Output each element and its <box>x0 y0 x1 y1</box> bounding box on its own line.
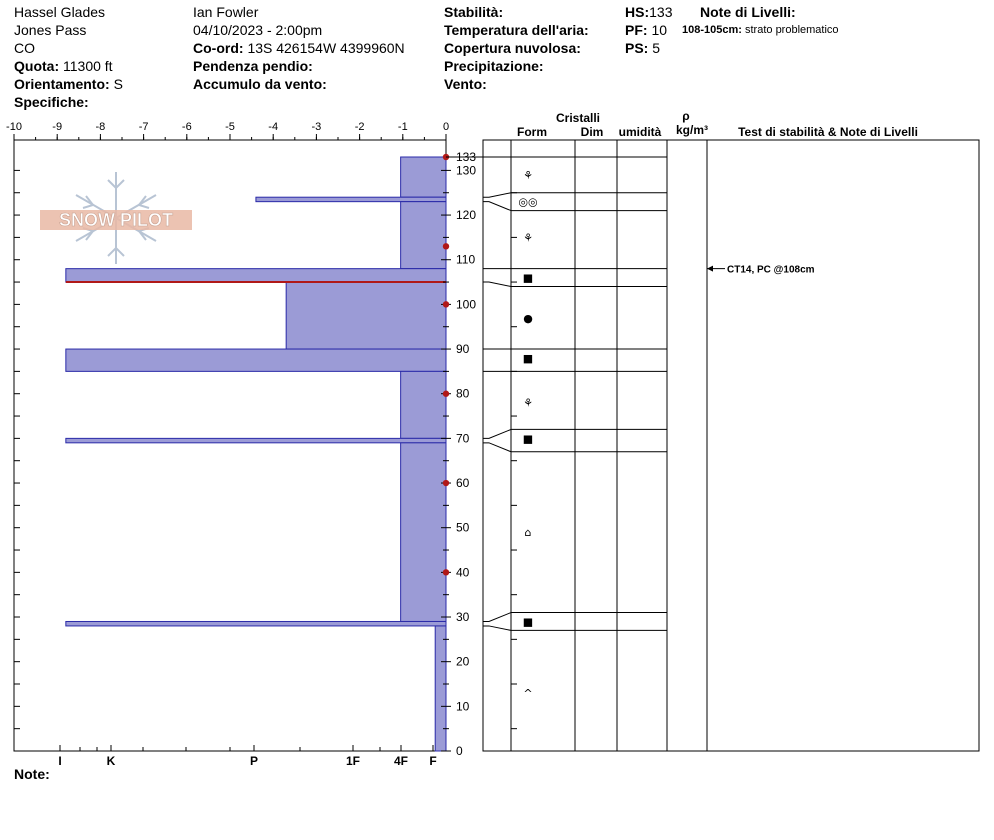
cloud-cover-label: Copertura nuvolosa: <box>444 40 581 56</box>
aspect-value: S <box>113 76 123 92</box>
hardness-layer <box>401 371 446 438</box>
height-tick-label: 80 <box>456 386 470 401</box>
temp-tick-label: -7 <box>138 121 149 133</box>
moisture-header: umidità <box>618 125 662 139</box>
precip-label: Precipitazione: <box>444 58 544 74</box>
height-tick-label: 120 <box>456 208 477 223</box>
ps-value: 5 <box>652 40 661 56</box>
hardness-layer <box>286 282 446 349</box>
hardness-label: K <box>106 754 116 768</box>
location: Hassel Glades <box>14 4 106 20</box>
height-top-label: 133 <box>456 150 477 164</box>
hardness-layer <box>435 626 446 751</box>
temp-point <box>443 480 449 486</box>
temp-point <box>443 301 449 307</box>
area: Jones Pass <box>14 22 87 38</box>
hardness-layer <box>66 349 446 371</box>
hardness-label: 1F <box>345 754 361 768</box>
hardness-layer <box>401 202 446 269</box>
crystal-form-symbol: ^ <box>523 686 533 700</box>
height-tick-label: 70 <box>456 431 470 446</box>
crystal-form-symbol: ⌂ <box>524 526 532 540</box>
temp-tick-label: -9 <box>52 121 63 133</box>
layer-connector <box>483 193 511 197</box>
layer-connector <box>483 282 511 286</box>
layer-notes-label: Note di Livelli: <box>700 4 796 20</box>
crystal-form-symbol: ⚘ <box>523 396 533 410</box>
elevation-value: 11300 ft <box>63 58 113 74</box>
crystal-form-symbol: ■ <box>522 432 534 446</box>
stability-test-label: CT14, PC @108cm <box>727 264 815 276</box>
temp-tick-label: -1 <box>397 121 408 133</box>
hardness-layer <box>66 269 446 282</box>
hardness-label: P <box>249 754 259 768</box>
slope-label: Pendenza pendio: <box>193 58 313 74</box>
crystal-form-symbol: ◎◎ <box>518 195 538 209</box>
state: CO <box>14 40 35 56</box>
coord-value: 13S 426154W 4399960N <box>247 40 405 56</box>
height-tick-label: 0 <box>456 744 463 758</box>
temp-tick-label: -3 <box>311 121 322 133</box>
temp-point <box>443 391 449 397</box>
crystal-form-symbol: ⚘ <box>523 168 533 182</box>
temp-tick-label: 0 <box>442 121 450 133</box>
height-tick-label: 30 <box>456 610 470 625</box>
hardness-layer <box>66 621 446 625</box>
layer-connector <box>483 626 511 630</box>
temp-point <box>443 243 449 249</box>
height-tick-label: 60 <box>456 476 470 491</box>
layer-note-range: 108-105cm: <box>682 24 742 36</box>
temp-point <box>443 569 449 575</box>
layer-note-text: strato problematico <box>745 24 839 36</box>
temp-tick-label: -8 <box>95 121 106 133</box>
hs-label: HS: <box>625 4 650 20</box>
layer-connector <box>483 202 511 211</box>
height-tick-label: 40 <box>456 565 470 580</box>
hs-value: 133 <box>649 4 673 20</box>
hardness-layer <box>401 443 446 622</box>
air-temp-label: Temperatura dell'aria: <box>444 22 589 38</box>
specifics-label: Specifiche: <box>14 94 89 110</box>
layer-connector <box>483 429 511 438</box>
hardness-layer <box>401 157 446 197</box>
aspect-label: Orientamento: <box>14 76 110 92</box>
wind-loading-label: Accumulo da vento: <box>193 76 327 92</box>
density-unit: kg/m³ <box>675 123 709 137</box>
height-tick-label: 100 <box>456 297 477 312</box>
height-tick-label: 10 <box>456 699 470 714</box>
stability-label: Stabilità: <box>444 4 504 20</box>
observer: Ian Fowler <box>193 4 259 20</box>
height-tick-label: 50 <box>456 520 470 535</box>
layer-table-frame <box>483 140 979 751</box>
temp-tick-label: -5 <box>225 121 235 133</box>
elevation-label: Quota: <box>14 58 60 74</box>
hardness-label: 4F <box>393 754 409 768</box>
stability-notes-header: Test di stabilità & Note di Livelli <box>738 125 918 139</box>
crystal-form-symbol: ■ <box>522 615 534 629</box>
height-tick-label: 110 <box>456 252 476 267</box>
height-tick-label: 90 <box>456 342 470 357</box>
datetime: 04/10/2023 - 2:00pm <box>193 22 323 38</box>
size-header: Dim <box>580 125 604 139</box>
layer-connector <box>483 443 511 452</box>
height-tick-label: 130 <box>456 163 477 178</box>
hardness-layer <box>66 438 446 442</box>
layer-connector <box>483 613 511 622</box>
pf-value: 10 <box>651 22 668 38</box>
coord-label: Co-ord: <box>193 40 244 56</box>
temp-tick-label: -4 <box>268 121 279 133</box>
height-tick-label: 20 <box>456 654 470 669</box>
crystal-form-symbol: ■ <box>522 271 534 285</box>
profile-plot-frame <box>14 140 446 751</box>
crystal-form-symbol: ■ <box>522 351 534 365</box>
temp-tick-label: -10 <box>6 121 22 133</box>
logo-text: SNOW PILOT <box>59 210 173 230</box>
notes-label: Note: <box>14 766 50 782</box>
temp-tick-label: -6 <box>181 121 192 133</box>
crystal-form-symbol: ● <box>523 311 533 325</box>
pf-label: PF: <box>625 22 648 38</box>
temp-tick-label: -2 <box>354 121 365 133</box>
crystals-header: Cristalli <box>555 111 601 125</box>
density-symbol: ρ <box>682 109 690 123</box>
stability-arrow-head <box>707 266 713 272</box>
form-header: Form <box>517 125 547 139</box>
hardness-label: F <box>429 754 437 768</box>
ps-label: PS: <box>625 40 649 56</box>
hardness-layer <box>256 197 446 201</box>
wind-label: Vento: <box>444 76 487 92</box>
crystal-form-symbol: ⚘ <box>523 231 533 245</box>
hardness-label: I <box>58 754 62 768</box>
